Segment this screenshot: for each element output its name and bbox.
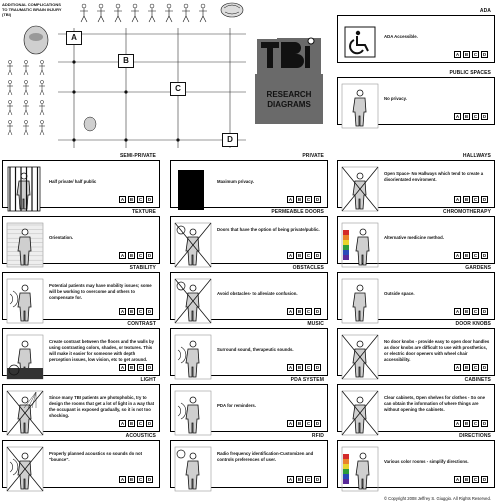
card-title: DOOR KNOBS	[455, 321, 491, 327]
option-b-checkbox[interactable]: B	[297, 421, 302, 426]
option-c-checkbox[interactable]: C	[306, 309, 311, 314]
option-c-checkbox[interactable]: C	[473, 114, 478, 119]
card-title: CABINETS	[464, 377, 491, 383]
card-acoustics	[2, 433, 160, 488]
card-description: Surround sound, therapeutic sounds.	[217, 347, 294, 352]
card-description: Alternative medicine method.	[384, 235, 444, 240]
card-title: PERMEABLE DOORS	[271, 209, 324, 215]
answer-options	[454, 476, 488, 483]
option-a-checkbox[interactable]: A	[288, 477, 293, 482]
card-title: PUBLIC SPACES	[449, 70, 491, 76]
option-a-checkbox[interactable]: A	[288, 421, 293, 426]
crossed-figure	[341, 164, 379, 212]
matrix-box-c: C	[170, 82, 186, 96]
card-gardens	[337, 265, 495, 320]
option-c-checkbox[interactable]: C	[138, 253, 143, 258]
option-d-checkbox[interactable]: D	[315, 197, 320, 202]
card-description: ADA Accessible.	[384, 34, 418, 39]
option-a-checkbox[interactable]: A	[455, 365, 460, 370]
option-c-checkbox[interactable]: C	[473, 52, 478, 57]
color-bars-figure	[341, 220, 379, 268]
card-chromotherapy	[337, 209, 495, 264]
option-c-checkbox[interactable]: C	[473, 309, 478, 314]
answer-options	[454, 252, 488, 259]
option-c-checkbox[interactable]: C	[473, 253, 478, 258]
card-pda-system	[170, 377, 328, 432]
option-b-checkbox[interactable]: B	[464, 421, 469, 426]
option-a-checkbox[interactable]: A	[288, 365, 293, 370]
card-title: TEXTURE	[131, 209, 156, 215]
complications-matrix	[0, 0, 248, 150]
option-a-checkbox[interactable]: A	[455, 421, 460, 426]
option-b-checkbox[interactable]: B	[129, 365, 134, 370]
answer-options	[119, 420, 153, 427]
option-c-checkbox[interactable]: C	[306, 253, 311, 258]
card-private	[170, 153, 328, 208]
card-permeable-doors	[170, 209, 328, 264]
option-b-checkbox[interactable]: B	[129, 421, 134, 426]
option-d-checkbox[interactable]: D	[482, 309, 487, 314]
answer-options	[454, 420, 488, 427]
answer-options	[454, 196, 488, 203]
answer-options	[287, 420, 321, 427]
answer-options	[454, 308, 488, 315]
option-d-checkbox[interactable]: D	[147, 421, 152, 426]
answer-options	[454, 113, 488, 120]
door-figure	[174, 220, 212, 268]
option-b-checkbox[interactable]: B	[464, 309, 469, 314]
card-title: DIRECTIONS	[459, 433, 491, 439]
obstacle-figure	[174, 276, 212, 324]
option-d-checkbox[interactable]: D	[315, 365, 320, 370]
option-b-checkbox[interactable]: B	[129, 477, 134, 482]
matrix-box-a: A	[66, 31, 82, 45]
card-texture	[2, 209, 160, 264]
textured-wall-figure	[6, 220, 44, 268]
option-c-checkbox[interactable]: C	[306, 197, 311, 202]
answer-options	[119, 476, 153, 483]
card-title: STABILITY	[129, 265, 156, 271]
speaker-figure	[174, 388, 212, 436]
contrast-figure	[6, 332, 44, 380]
option-b-checkbox[interactable]: B	[297, 477, 302, 482]
answer-options	[287, 476, 321, 483]
option-c-checkbox[interactable]: C	[306, 365, 311, 370]
option-d-checkbox[interactable]: D	[147, 309, 152, 314]
matrix-box-b: B	[118, 54, 134, 68]
option-a-checkbox[interactable]: A	[120, 253, 125, 258]
card-title: OBSTACLES	[292, 265, 324, 271]
acoustic-figure	[6, 444, 44, 492]
card-title: ACOUSTICS	[125, 433, 156, 439]
option-a-checkbox[interactable]: A	[120, 197, 125, 202]
card-light	[2, 377, 160, 432]
option-a-checkbox[interactable]: A	[455, 197, 460, 202]
rfid-figure	[174, 444, 212, 492]
option-d-checkbox[interactable]: D	[147, 365, 152, 370]
card-title: ADA	[479, 8, 491, 14]
option-c-checkbox[interactable]: C	[138, 309, 143, 314]
answer-options	[287, 196, 321, 203]
card-description: Avoid obstacles- to alleviate confusion.	[217, 291, 298, 296]
card-title: PRIVATE	[302, 153, 324, 159]
barred-figure	[6, 164, 44, 212]
option-a-checkbox[interactable]: A	[288, 309, 293, 314]
option-d-checkbox[interactable]: D	[482, 114, 487, 119]
card-title: LIGHT	[140, 377, 156, 383]
card-description: No door knobs - provide easy to open door handles as door knobs are difficult to use with prosthetics, or electric door openers with wheel chair accessibility.	[384, 339, 490, 362]
card-title: PDA SYSTEM	[290, 377, 324, 383]
option-b-checkbox[interactable]: B	[297, 365, 302, 370]
option-b-checkbox[interactable]: B	[464, 365, 469, 370]
card-title: HALLWAYS	[462, 153, 491, 159]
card-title: CHROMOTHERAPY	[443, 209, 491, 215]
tbi-logo-caption: RESEARCH DIAGRAMS	[266, 90, 312, 109]
answer-options	[119, 252, 153, 259]
light-figure	[6, 388, 44, 436]
matrix-figures	[0, 0, 248, 150]
matrix-box-d: D	[222, 133, 238, 147]
card-music	[170, 321, 328, 376]
card-obstacles	[170, 265, 328, 320]
option-c-checkbox[interactable]: C	[306, 421, 311, 426]
card-title: RFID	[311, 433, 324, 439]
crossed-figure	[341, 388, 379, 436]
tbi-logo-mark	[255, 32, 323, 76]
option-a-checkbox[interactable]: A	[120, 309, 125, 314]
option-c-checkbox[interactable]: C	[138, 365, 143, 370]
option-c-checkbox[interactable]: C	[473, 421, 478, 426]
answer-options	[119, 196, 153, 203]
option-b-checkbox[interactable]: B	[464, 114, 469, 119]
card-description: Maximum privacy.	[217, 179, 254, 184]
option-a-checkbox[interactable]: A	[455, 52, 460, 57]
option-b-checkbox[interactable]: B	[129, 309, 134, 314]
option-c-checkbox[interactable]: C	[473, 365, 478, 370]
option-c-checkbox[interactable]: C	[473, 197, 478, 202]
option-a-checkbox[interactable]: A	[455, 253, 460, 258]
card-description: Half private/ half public	[49, 179, 97, 184]
card-ada	[337, 8, 495, 63]
card-stability	[2, 265, 160, 320]
option-a-checkbox[interactable]: A	[120, 421, 125, 426]
answer-options	[119, 364, 153, 371]
answer-options	[287, 364, 321, 371]
answer-options	[287, 308, 321, 315]
option-d-checkbox[interactable]: D	[482, 477, 487, 482]
card-description: Clear cabinets, Open shelves for clothes - So one can obtain the information of where things are without opening the cabinets.	[384, 395, 486, 412]
option-b-checkbox[interactable]: B	[297, 197, 302, 202]
tbi-logo	[255, 32, 323, 124]
option-b-checkbox[interactable]: B	[297, 253, 302, 258]
option-a-checkbox[interactable]: A	[455, 477, 460, 482]
card-hallways	[337, 153, 495, 208]
option-a-checkbox[interactable]: A	[288, 197, 293, 202]
card-public-spaces	[337, 70, 495, 125]
card-description: Potential patients may have mobility issues; some will be working to overcome and others to compensate for.	[49, 283, 152, 300]
card-description: Outside space.	[384, 291, 415, 296]
card-title: CONTRAST	[127, 321, 156, 327]
option-d-checkbox[interactable]: D	[482, 197, 487, 202]
card-title: SEMI-PRIVATE	[119, 153, 156, 159]
person-figure	[341, 276, 379, 324]
black-box	[174, 164, 212, 212]
card-directions	[337, 433, 495, 488]
card-description: Various color rooms - simplify directions.	[384, 459, 469, 464]
option-d-checkbox[interactable]: D	[482, 253, 487, 258]
card-semi-private	[2, 153, 160, 208]
answer-options	[454, 364, 488, 371]
card-description: Orientation.	[49, 235, 74, 240]
option-b-checkbox[interactable]: B	[464, 477, 469, 482]
answer-options	[287, 252, 321, 259]
option-c-checkbox[interactable]: C	[138, 421, 143, 426]
card-description: PDA for reminders.	[217, 403, 256, 408]
card-description: Radio frequency identification-Customizen and controls preferences of user.	[217, 451, 314, 462]
option-c-checkbox[interactable]: C	[138, 197, 143, 202]
balance-figure	[6, 276, 44, 324]
option-b-checkbox[interactable]: B	[297, 309, 302, 314]
answer-options	[119, 308, 153, 315]
option-b-checkbox[interactable]: B	[129, 253, 134, 258]
card-description: Open Space- No Hallways which tend to create a disorientated enviroment.	[384, 171, 484, 182]
color-bars-figure	[341, 444, 379, 492]
option-d-checkbox[interactable]: D	[315, 477, 320, 482]
card-description: Create contrast between the floors and the walls by using contrasting colors, shades, or textures. This will make it easier for someone with depth perception issues, low vision, etc to get around.	[49, 339, 155, 362]
card-rfid	[170, 433, 328, 488]
option-d-checkbox[interactable]: D	[315, 253, 320, 258]
card-description: Since many TBI patients are photophobic, try to design the rooms that get a lot of light in a way that the occupant is exposed gradually, so it is not too shocking.	[49, 395, 155, 418]
answer-options	[454, 51, 488, 58]
option-b-checkbox[interactable]: B	[464, 253, 469, 258]
person-figure	[341, 81, 379, 129]
option-a-checkbox[interactable]: A	[120, 365, 125, 370]
option-b-checkbox[interactable]: B	[129, 197, 134, 202]
card-cabinets	[337, 377, 495, 432]
card-title: MUSIC	[307, 321, 324, 327]
option-d-checkbox[interactable]: D	[147, 477, 152, 482]
option-d-checkbox[interactable]: D	[315, 309, 320, 314]
option-c-checkbox[interactable]: C	[473, 477, 478, 482]
crossed-figure	[341, 332, 379, 380]
card-contrast	[2, 321, 160, 376]
copyright-footer: © Copyright 2008 Jeffrey S. Giuggio. All Rights Reserved.	[383, 496, 491, 501]
option-d-checkbox[interactable]: D	[147, 197, 152, 202]
option-a-checkbox[interactable]: A	[288, 253, 293, 258]
card-description: Doors that have the option of being private/public.	[217, 227, 320, 232]
option-c-checkbox[interactable]: C	[306, 477, 311, 482]
wheelchair-icon	[341, 19, 379, 67]
card-description: Properly planned acoustics so sounds do not "bounce".	[49, 451, 143, 462]
option-d-checkbox[interactable]: D	[482, 52, 487, 57]
option-d-checkbox[interactable]: D	[315, 421, 320, 426]
option-a-checkbox[interactable]: A	[455, 114, 460, 119]
card-door-knobs	[337, 321, 495, 376]
option-b-checkbox[interactable]: B	[464, 52, 469, 57]
option-a-checkbox[interactable]: A	[455, 309, 460, 314]
option-c-checkbox[interactable]: C	[138, 477, 143, 482]
matrix-title: ADDITIONAL COMPLICATIONS TO TRAUMATIC BRAIN INJURY (TBI)	[2, 2, 62, 17]
option-d-checkbox[interactable]: D	[482, 421, 487, 426]
card-title: GARDENS	[465, 265, 491, 271]
option-d-checkbox[interactable]: D	[482, 365, 487, 370]
music-figure	[174, 332, 212, 380]
option-d-checkbox[interactable]: D	[147, 253, 152, 258]
option-b-checkbox[interactable]: B	[464, 197, 469, 202]
card-description: No privacy.	[384, 96, 407, 101]
option-a-checkbox[interactable]: A	[120, 477, 125, 482]
